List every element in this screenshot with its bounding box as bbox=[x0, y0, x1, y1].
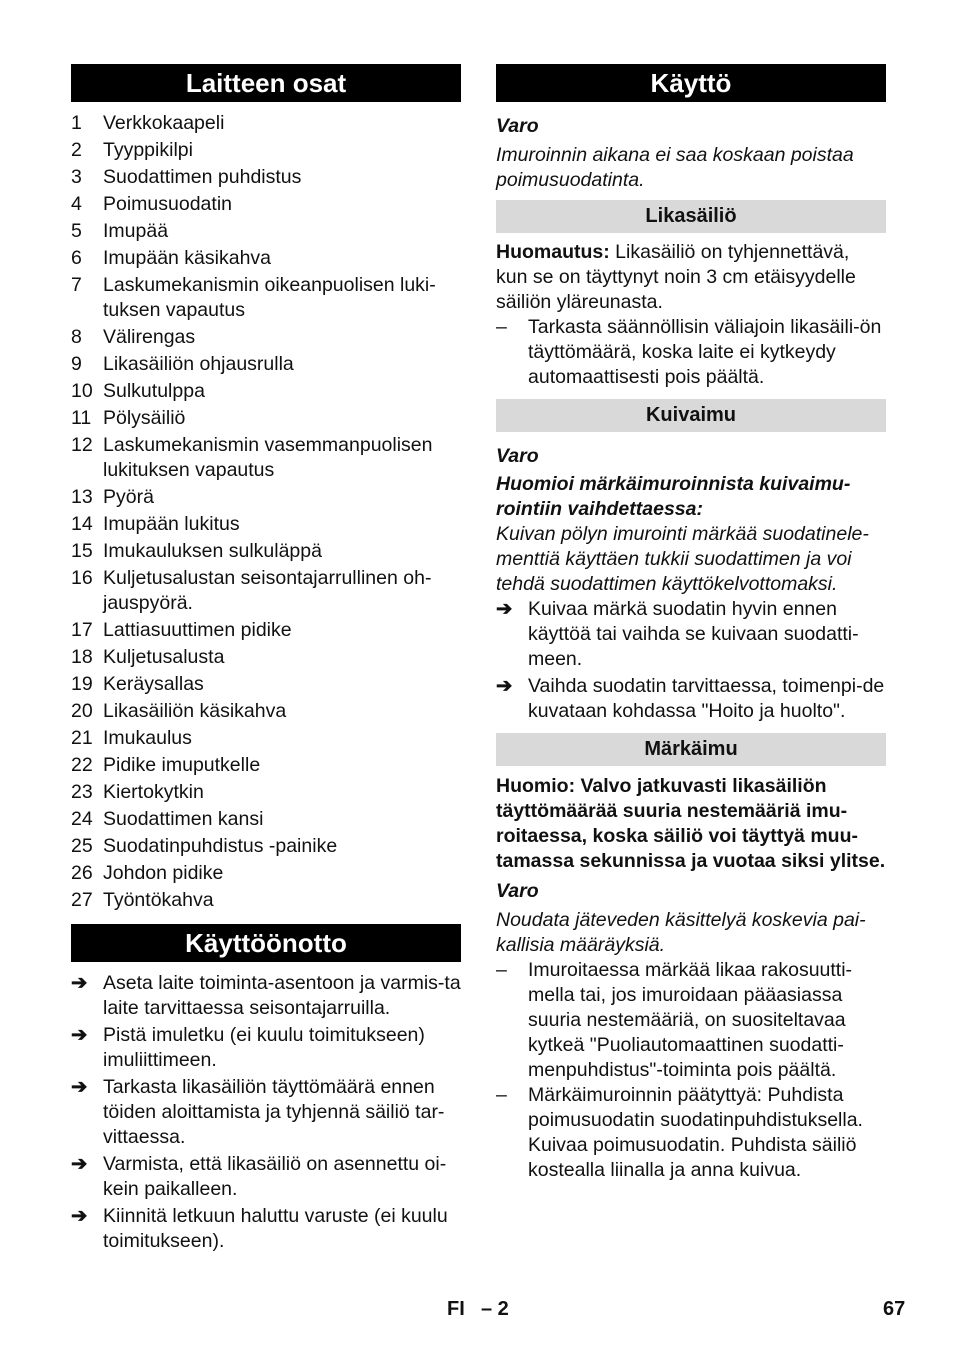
list-item-text: Imuroitaessa märkää likaa rakosuutti-mella tai, jos imuroidaan pääasiassa suuria nestemääriä, on suositeltavaa kytkeä "Puoliautomaattinen suodatti-menpuhdistus"-toiminta pois päältä. bbox=[528, 959, 853, 1081]
part-number: 12 bbox=[71, 434, 93, 456]
part-label: Keräysallas bbox=[103, 673, 204, 695]
list-item bbox=[496, 597, 886, 674]
part-item bbox=[71, 352, 461, 379]
varo-text-1: Imuroinnin aikana ei saa koskaan poistaa poimusuodatinta. bbox=[496, 144, 854, 191]
list-item-text: Aseta laite toiminta-asentoon ja varmis-ta laite tarvittaessa seisontajarruilla. bbox=[103, 972, 461, 1019]
part-number: 19 bbox=[71, 673, 93, 695]
part-item bbox=[71, 325, 461, 352]
part-item bbox=[71, 753, 461, 780]
part-label: Pidike imuputkelle bbox=[103, 754, 261, 776]
part-number: 9 bbox=[71, 353, 82, 375]
varo-label-3: Varo bbox=[496, 880, 539, 902]
arrow-icon: ➔ bbox=[496, 675, 513, 697]
varo-label-1: Varo bbox=[496, 115, 539, 137]
list-item-text: Kuivaa märkä suodatin hyvin ennen käyttöä tai vaihda se kuivaan suodatti-meen. bbox=[528, 598, 859, 670]
list-item bbox=[71, 1023, 461, 1075]
arrow-icon: ➔ bbox=[71, 1024, 88, 1046]
part-label: Imupää bbox=[103, 220, 169, 242]
part-label: Työntökahva bbox=[103, 889, 214, 911]
part-number: 27 bbox=[71, 889, 93, 911]
kuivaimu-list bbox=[496, 597, 886, 726]
part-label: Imupään käsikahva bbox=[103, 247, 272, 269]
part-item bbox=[71, 645, 461, 672]
left-column bbox=[71, 64, 461, 1256]
part-item bbox=[71, 165, 461, 192]
part-item bbox=[71, 539, 461, 566]
part-item bbox=[71, 138, 461, 165]
varo-text-3: Noudata jäteveden käsittelyä koskevia pai-kallisia määräyksiä. bbox=[496, 909, 866, 956]
part-number: 24 bbox=[71, 808, 93, 830]
arrow-icon: ➔ bbox=[71, 1153, 88, 1175]
part-number: 16 bbox=[71, 567, 93, 589]
arrow-icon: ➔ bbox=[71, 972, 88, 994]
section-markaimu-heading: Märkäimu bbox=[496, 733, 886, 766]
part-label: Imupään lukitus bbox=[103, 513, 240, 535]
dash-icon: – bbox=[496, 316, 507, 338]
list-item bbox=[71, 1204, 461, 1256]
part-label: Lattiasuuttimen pidike bbox=[103, 619, 292, 641]
part-item bbox=[71, 699, 461, 726]
part-number: 5 bbox=[71, 220, 82, 242]
part-label: Likasäiliön käsikahva bbox=[103, 700, 287, 722]
list-item-text: Varmista, että likasäiliö on asennettu oi-kein paikalleen. bbox=[103, 1153, 447, 1200]
part-item bbox=[71, 273, 461, 325]
parts-list bbox=[71, 111, 461, 915]
right-column bbox=[496, 64, 886, 1183]
list-item-text: Tarkasta likasäiliön täyttömäärä ennen töiden aloittamista ja tyhjennä säiliö tar-vittaessa. bbox=[103, 1076, 445, 1148]
part-number: 23 bbox=[71, 781, 93, 803]
part-number: 26 bbox=[71, 862, 93, 884]
part-label: Sulkutulppa bbox=[103, 380, 205, 402]
part-item bbox=[71, 406, 461, 433]
part-number: 18 bbox=[71, 646, 93, 668]
part-item bbox=[71, 807, 461, 834]
part-number: 6 bbox=[71, 247, 82, 269]
part-label: Laskumekanismin vasemmanpuolisen lukituksen vapautus bbox=[103, 434, 433, 481]
section-kuivaimu-heading: Kuivaimu bbox=[496, 399, 886, 432]
arrow-icon: ➔ bbox=[71, 1076, 88, 1098]
part-label: Poimusuodatin bbox=[103, 193, 232, 215]
arrow-icon: ➔ bbox=[496, 598, 513, 620]
part-item bbox=[71, 888, 461, 915]
part-label: Kuljetusalustan seisontajarrullinen oh-jauspyörä. bbox=[103, 567, 432, 614]
part-item bbox=[71, 780, 461, 807]
part-number: 11 bbox=[71, 407, 92, 429]
part-number: 15 bbox=[71, 540, 93, 562]
part-number: 17 bbox=[71, 619, 93, 641]
part-item bbox=[71, 219, 461, 246]
list-item-text: Tarkasta säännöllisin väliajoin likasäili-ön täyttömäärä, koska laite ei kytkeydy automaattisesti pois päältä. bbox=[528, 316, 882, 388]
parts-heading: Laitteen osat bbox=[71, 64, 461, 102]
part-label: Imukaulus bbox=[103, 727, 192, 749]
varo-label-2: Varo bbox=[496, 445, 539, 467]
list-item-text: Vaihda suodatin tarvittaessa, toimenpi-de kuvataan kohdassa "Hoito ja huolto". bbox=[528, 675, 885, 722]
part-number: 14 bbox=[71, 513, 93, 535]
part-label: Kuljetusalusta bbox=[103, 646, 225, 668]
list-item bbox=[496, 958, 886, 1083]
part-item bbox=[71, 861, 461, 888]
part-number: 4 bbox=[71, 193, 82, 215]
footer-lang: FI bbox=[447, 1298, 465, 1320]
part-number: 7 bbox=[71, 274, 82, 296]
part-number: 10 bbox=[71, 380, 93, 402]
arrow-icon: ➔ bbox=[71, 1205, 88, 1227]
part-item bbox=[71, 672, 461, 699]
list-item-text: Kiinnitä letkuun haluttu varuste (ei kuulu toimitukseen). bbox=[103, 1205, 448, 1252]
markaimu-warning: Huomio: Valvo jatkuvasti likasäiliön täyttömäärää suuria nestemääriä imu-roitaessa, koska säiliö voi täyttyä muu-tamassa sekunnissa ja vuotaa siksi ylitse. bbox=[496, 775, 886, 872]
part-label: Verkkokaapeli bbox=[103, 112, 225, 134]
dash-icon: – bbox=[496, 959, 507, 981]
part-label: Kiertokytkin bbox=[103, 781, 204, 803]
note-label: Huomautus: bbox=[496, 241, 610, 263]
part-item bbox=[71, 111, 461, 138]
part-label: Pölysäiliö bbox=[103, 407, 186, 429]
part-item bbox=[71, 433, 461, 485]
list-item bbox=[71, 1075, 461, 1152]
dash-icon: – bbox=[496, 1084, 507, 1106]
list-item bbox=[496, 674, 886, 726]
part-number: 2 bbox=[71, 139, 82, 161]
varo-text-2: Kuivan pölyn imurointi märkää suodatinele-menttiä käyttäen tukkii suodattimen ja voi tehdä suodattimen käyttökelvottomaksi. bbox=[496, 523, 869, 595]
part-item bbox=[71, 485, 461, 512]
part-item bbox=[71, 192, 461, 219]
list-item bbox=[71, 1152, 461, 1204]
part-item bbox=[71, 834, 461, 861]
part-number: 1 bbox=[71, 112, 82, 134]
part-number: 22 bbox=[71, 754, 93, 776]
note-text: Likasäiliö on tyhjennettävä, kun se on täyttynyt noin 3 cm etäisyydelle säiliön yläreunasta. bbox=[496, 241, 856, 313]
part-number: 25 bbox=[71, 835, 93, 857]
part-number: 3 bbox=[71, 166, 82, 188]
part-label: Imukauluksen sulkuläppä bbox=[103, 540, 322, 562]
part-label: Johdon pidike bbox=[103, 862, 224, 884]
part-label: Likasäiliön ohjausrulla bbox=[103, 353, 294, 375]
part-number: 13 bbox=[71, 486, 93, 508]
varo-bold-2: Huomioi märkäimuroinnista kuivaimu-rointiin vaihdettaessa: bbox=[496, 473, 851, 520]
part-label: Pyörä bbox=[103, 486, 154, 508]
part-label: Välirengas bbox=[103, 326, 196, 348]
footer-page-number: 67 bbox=[883, 1298, 906, 1320]
footer-page-local: – 2 bbox=[481, 1298, 509, 1320]
usage-heading: Käyttö bbox=[496, 64, 886, 102]
likasailio-dash-list bbox=[496, 315, 886, 390]
part-number: 8 bbox=[71, 326, 82, 348]
list-item-text: Märkäimuroinnin päätyttyä: Puhdista poimusuodatin suodatinpuhdistuksella. Kuivaa poimusuodatin. Puhdista säiliö kostealla liinalla ja anna kuivua. bbox=[528, 1084, 863, 1181]
part-item bbox=[71, 566, 461, 618]
part-item bbox=[71, 618, 461, 645]
markaimu-dash-list bbox=[496, 958, 886, 1183]
part-item bbox=[71, 246, 461, 273]
part-number: 21 bbox=[71, 727, 93, 749]
part-label: Tyyppikilpi bbox=[103, 139, 193, 161]
part-label: Laskumekanismin oikeanpuolisen luki-tuksen vapautus bbox=[103, 274, 436, 321]
list-item bbox=[496, 315, 886, 390]
part-label: Suodatinpuhdistus -painike bbox=[103, 835, 338, 857]
likasailio-note bbox=[496, 240, 886, 315]
list-item bbox=[496, 1083, 886, 1183]
startup-heading: Käyttöönotto bbox=[71, 924, 461, 962]
part-label: Suodattimen puhdistus bbox=[103, 166, 302, 188]
section-likasailio-heading: Likasäiliö bbox=[496, 200, 886, 233]
part-item bbox=[71, 512, 461, 539]
list-item-text: Pistä imuletku (ei kuulu toimitukseen) imuliittimeen. bbox=[103, 1024, 425, 1071]
list-item bbox=[71, 971, 461, 1023]
part-number: 20 bbox=[71, 700, 93, 722]
startup-list bbox=[71, 971, 461, 1256]
part-item bbox=[71, 726, 461, 753]
part-item bbox=[71, 379, 461, 406]
part-label: Suodattimen kansi bbox=[103, 808, 264, 830]
